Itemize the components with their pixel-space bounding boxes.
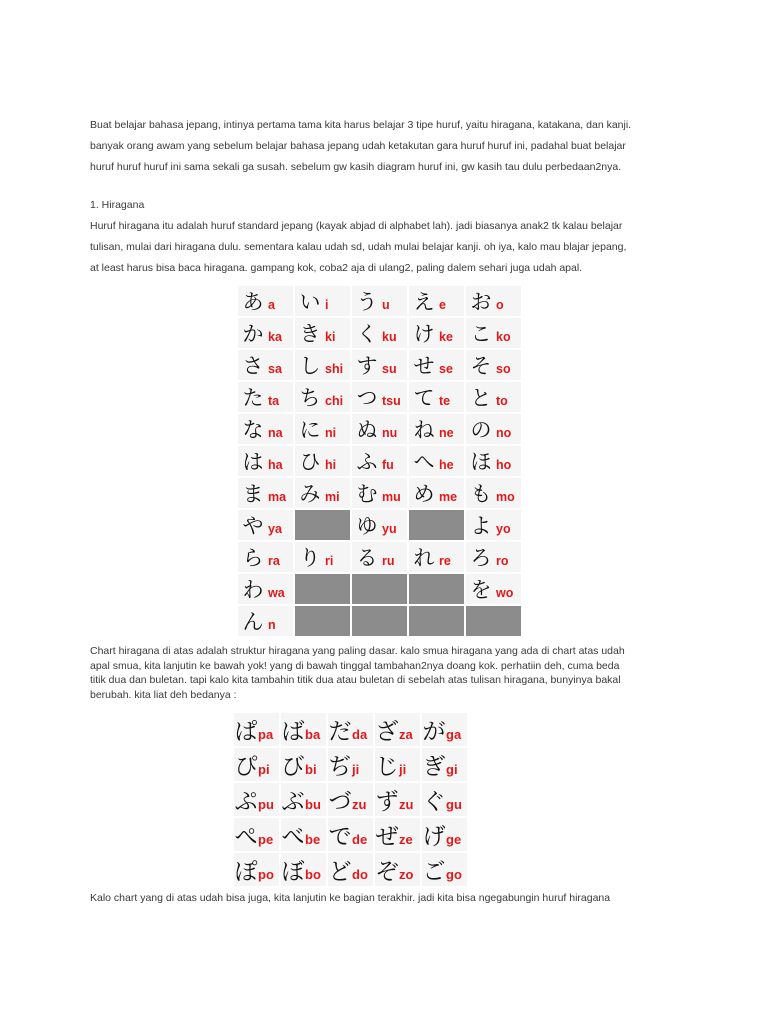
kana-cell (352, 542, 407, 572)
kana-char: か (242, 322, 264, 346)
kana-cell (238, 478, 293, 508)
romaji-label: wa (268, 586, 285, 600)
empty-cell (466, 606, 521, 636)
chart-row (238, 414, 521, 444)
kana-cell (328, 713, 373, 746)
kana-char: う (356, 290, 378, 314)
kana-char: の (470, 418, 492, 442)
kana-char: げ (422, 824, 446, 850)
kana-char: ぐ (422, 789, 446, 815)
kana-char: す (356, 354, 378, 378)
kana-char: ぜ (375, 824, 399, 850)
kana-cell (281, 818, 326, 851)
kana-cell (466, 446, 521, 476)
chart-row (234, 818, 467, 851)
romaji-label: mo (496, 490, 515, 504)
romaji-label: mu (382, 490, 401, 504)
romaji-label: n (268, 618, 276, 632)
kana-char: ど (328, 859, 352, 885)
kana-char: ぷ (234, 789, 258, 815)
romaji-label: mi (325, 490, 340, 504)
kana-cell (375, 713, 420, 746)
kana-char: ず (375, 789, 399, 815)
kana-char: ぢ (328, 754, 352, 780)
kana-cell (328, 853, 373, 886)
romaji-label: sa (268, 362, 282, 376)
kana-cell (466, 574, 521, 604)
kana-char: れ (413, 546, 435, 570)
kana-cell (281, 748, 326, 781)
kana-cell (375, 783, 420, 816)
kana-cell (352, 446, 407, 476)
kana-cell (409, 446, 464, 476)
kana-char: び (281, 754, 305, 780)
romaji-label: ge (446, 832, 462, 847)
romaji-label: za (399, 727, 413, 742)
chart-row (238, 478, 521, 508)
romaji-label: ma (268, 490, 287, 504)
chart-row (238, 382, 521, 412)
intro-line-3: huruf huruf huruf ini sama sekali ga susah. sebelum gw kasih diagram huruf ini, gw kasih tau dulu perbedaan2nya. (90, 161, 622, 173)
chart-row (238, 318, 521, 348)
romaji-label: i (325, 298, 329, 312)
kana-cell (238, 606, 293, 636)
kana-char: に (299, 418, 321, 442)
romaji-label: ji (352, 762, 360, 777)
romaji-label: zo (399, 867, 414, 882)
romaji-label: ri (325, 554, 334, 568)
romaji-label: te (439, 394, 451, 408)
romaji-label: re (439, 554, 451, 568)
romaji-label: ru (382, 554, 395, 568)
kana-char: こ (470, 322, 492, 346)
kana-char: せ (413, 354, 435, 378)
romaji-label: pa (258, 727, 274, 742)
kana-char: へ (413, 450, 435, 474)
romaji-label: yu (382, 522, 397, 536)
kana-cell (295, 542, 350, 572)
kana-cell (466, 510, 521, 540)
kana-char: し (299, 354, 321, 378)
kana-cell (238, 382, 293, 412)
romaji-label: ze (399, 832, 413, 847)
romaji-label: su (382, 362, 397, 376)
kana-char: ぼ (281, 859, 305, 885)
romaji-label: gi (446, 762, 458, 777)
romaji-label: bu (305, 797, 321, 812)
kana-cell (352, 318, 407, 348)
kana-cell (281, 783, 326, 816)
romaji-label: ni (325, 426, 337, 440)
kana-char: く (356, 322, 378, 346)
kana-char: ろ (470, 546, 492, 570)
empty-cell (352, 574, 407, 604)
kana-cell (238, 286, 293, 316)
dakuten-desc-line-2: apal smua, kita lanjutin ke bawah yok! yang di bawah tinggal tambahan2nya doang kok. perhatiin deh, cuma beda (90, 659, 620, 672)
kana-cell (328, 783, 373, 816)
kana-char: は (242, 450, 264, 474)
kana-char: で (328, 824, 352, 850)
kana-char: よ (470, 514, 492, 538)
closing-line: Kalo chart yang di atas udah bisa juga, kita lanjutin ke bagian terakhir. jadi kita bisa ngegabungin huruf hiragana (90, 892, 611, 904)
kana-char: ぬ (356, 418, 378, 442)
kana-char: ぎ (422, 754, 446, 780)
romaji-label: bo (305, 867, 321, 882)
romaji-label: ji (399, 762, 407, 777)
romaji-label: de (352, 832, 368, 847)
romaji-label: go (446, 867, 462, 882)
empty-cell (409, 574, 464, 604)
kana-char: ぺ (234, 824, 258, 850)
kana-cell (238, 350, 293, 380)
kana-cell (466, 542, 521, 572)
romaji-label: na (268, 426, 283, 440)
kana-cell (375, 853, 420, 886)
kana-cell (238, 510, 293, 540)
kana-cell (409, 350, 464, 380)
section-heading: 1. Hiragana (90, 199, 145, 211)
kana-char: ぶ (281, 789, 305, 815)
romaji-label: no (496, 426, 512, 440)
kana-char: け (413, 322, 435, 346)
kana-char: ふ (356, 450, 378, 474)
kana-char: み (299, 482, 321, 506)
chart-row (238, 446, 521, 476)
kana-char: ひ (299, 450, 321, 474)
romaji-label: ku (382, 330, 397, 344)
romaji-label: zu (399, 797, 414, 812)
chart-row (234, 783, 467, 816)
kana-cell (352, 510, 407, 540)
kana-char: き (299, 322, 321, 346)
kana-char: づ (328, 789, 352, 815)
chart-row (238, 606, 521, 636)
kana-char: ん (242, 610, 264, 634)
kana-char: な (242, 418, 264, 442)
kana-char: を (470, 578, 492, 602)
hiragana-desc-line-2: tulisan, mulai dari hiragana dulu. sementara kalau udah sd, udah mulai belajar kanji. oh iya, kalo mau blajar jepang, (90, 241, 627, 253)
kana-char: お (470, 290, 492, 314)
kana-char: ざ (375, 719, 399, 745)
hiragana-dakuten-chart (232, 711, 469, 888)
kana-cell (328, 748, 373, 781)
dakuten-desc-line-4: berubah. kita liat deh bedanya : (90, 688, 237, 701)
romaji-label: gu (446, 797, 462, 812)
kana-cell (375, 748, 420, 781)
kana-cell (234, 783, 279, 816)
romaji-label: pe (258, 832, 274, 847)
kana-cell (466, 414, 521, 444)
kana-char: ほ (470, 450, 492, 474)
chart-row (238, 510, 521, 540)
romaji-label: do (352, 867, 368, 882)
intro-paragraph (90, 115, 690, 178)
kana-cell (234, 713, 279, 746)
hiragana-desc-line-1: Huruf hiragana itu adalah huruf standard jepang (kayak abjad di alphabet lah). jadi biasanya anak2 tk kalau belajar (90, 220, 623, 232)
romaji-label: pi (258, 762, 270, 777)
kana-char: い (299, 290, 321, 314)
kana-cell (238, 574, 293, 604)
kana-cell (295, 478, 350, 508)
kana-cell (422, 713, 467, 746)
romaji-label: o (496, 298, 504, 312)
romaji-label: bi (305, 762, 317, 777)
romaji-label: fu (382, 458, 394, 472)
kana-char: つ (356, 386, 378, 410)
kana-cell (281, 853, 326, 886)
kana-cell (238, 446, 293, 476)
dakuten-desc-line-3: titik dua dan buletan. tapi kalo kita tambahin titik dua atau buletan di sebelah atas tulisan hiragana, bunyinya bakal (90, 674, 621, 686)
romaji-label: ko (496, 330, 511, 344)
kana-char: ぴ (234, 754, 258, 780)
kana-cell (295, 382, 350, 412)
kana-cell (352, 414, 407, 444)
kana-cell (234, 818, 279, 851)
romaji-label: pu (258, 797, 274, 812)
kana-cell (422, 748, 467, 781)
kana-char: り (299, 546, 321, 570)
kana-cell (234, 853, 279, 886)
kana-char: ぱ (234, 719, 258, 745)
empty-cell (295, 510, 350, 540)
empty-cell (352, 606, 407, 636)
kana-char: さ (242, 354, 264, 378)
romaji-label: ga (446, 727, 462, 742)
romaji-label: ki (325, 330, 336, 344)
kana-char: わ (242, 578, 264, 602)
romaji-label: po (258, 867, 274, 882)
kana-cell (281, 713, 326, 746)
romaji-label: shi (325, 362, 344, 376)
chart-row (238, 574, 521, 604)
kana-cell (238, 414, 293, 444)
romaji-label: ro (496, 554, 509, 568)
hiragana-desc-line-3: at least harus bisa baca hiragana. gampang kok, coba2 aja di ulang2, paling dalem sehari juga udah apal. (90, 262, 583, 274)
romaji-label: ta (268, 394, 280, 408)
chart-row (234, 748, 467, 781)
kana-cell (422, 818, 467, 851)
kana-char: ぞ (375, 859, 399, 885)
kana-cell (238, 318, 293, 348)
romaji-label: me (439, 490, 458, 504)
kana-char: じ (375, 754, 399, 780)
empty-cell (295, 574, 350, 604)
romaji-label: tsu (382, 394, 401, 408)
kana-cell (295, 318, 350, 348)
romaji-label: nu (382, 426, 398, 440)
kana-char: べ (281, 824, 305, 850)
romaji-label: ho (496, 458, 512, 472)
romaji-label: ke (439, 330, 453, 344)
romaji-label: se (439, 362, 453, 376)
intro-line-1: Buat belajar bahasa jepang, intinya pertama tama kita harus belajar 3 tipe huruf, yaitu hiragana, katakana, dan kanji. (90, 119, 632, 131)
romaji-label: ra (268, 554, 280, 568)
kana-char: て (413, 386, 435, 410)
kana-cell (466, 286, 521, 316)
intro-line-2: banyak orang awam yang sebelum belajar bahasa jepang udah ketakutan gara huruf huruf ini, padahal buat belajar (90, 140, 626, 152)
kana-char: る (356, 546, 378, 570)
kana-char: ま (242, 482, 264, 506)
empty-cell (409, 606, 464, 636)
kana-char: ぽ (234, 859, 258, 885)
kana-char: ご (422, 859, 446, 885)
kana-char: ば (281, 719, 305, 745)
kana-cell (466, 478, 521, 508)
romaji-label: wo (496, 586, 514, 600)
closing-paragraph (90, 888, 690, 909)
kana-cell (466, 350, 521, 380)
kana-char: そ (470, 354, 492, 378)
chart-row (238, 286, 521, 316)
kana-cell (352, 382, 407, 412)
romaji-label: hi (325, 458, 337, 472)
romaji-label: yo (496, 522, 511, 536)
kana-char: だ (328, 719, 352, 745)
kana-cell (352, 478, 407, 508)
romaji-label: a (268, 298, 275, 312)
kana-char: と (470, 386, 492, 410)
kana-char: た (242, 386, 264, 410)
dakuten-desc-line-1: Chart hiragana di atas adalah struktur hiragana yang paling dasar. kalo smua hiragana yang ada di chart atas udah (90, 645, 625, 657)
kana-cell (238, 542, 293, 572)
kana-cell (295, 446, 350, 476)
kana-cell (409, 382, 464, 412)
kana-cell (466, 382, 521, 412)
kana-char: あ (242, 290, 264, 314)
kana-cell (409, 286, 464, 316)
kana-cell (409, 318, 464, 348)
kana-cell (328, 818, 373, 851)
kana-char: む (356, 482, 378, 506)
chart-row (234, 713, 467, 746)
kana-cell (352, 350, 407, 380)
dakuten-paragraph (90, 644, 690, 702)
romaji-label: ya (268, 522, 282, 536)
kana-cell (352, 286, 407, 316)
romaji-label: ka (268, 330, 282, 344)
kana-char: ゆ (356, 514, 378, 538)
kana-cell (409, 414, 464, 444)
chart-row (238, 542, 521, 572)
chart-row (238, 350, 521, 380)
kana-char: が (422, 719, 446, 745)
empty-cell (409, 510, 464, 540)
empty-cell (295, 606, 350, 636)
romaji-label: be (305, 832, 321, 847)
kana-cell (466, 318, 521, 348)
romaji-label: chi (325, 394, 344, 408)
hiragana-section (90, 195, 690, 279)
kana-cell (295, 414, 350, 444)
kana-cell (375, 818, 420, 851)
kana-cell (295, 350, 350, 380)
kana-char: や (242, 514, 264, 538)
kana-cell (409, 478, 464, 508)
kana-char: ら (242, 546, 264, 570)
romaji-label: da (352, 727, 368, 742)
hiragana-basic-chart (236, 284, 523, 638)
kana-cell (409, 542, 464, 572)
romaji-label: ha (268, 458, 283, 472)
romaji-label: so (496, 362, 511, 376)
kana-char: め (413, 482, 435, 506)
kana-cell (422, 853, 467, 886)
romaji-label: ba (305, 727, 321, 742)
romaji-label: u (382, 298, 390, 312)
romaji-label: zu (352, 797, 367, 812)
kana-char: ね (413, 418, 435, 442)
kana-cell (234, 748, 279, 781)
romaji-label: ne (439, 426, 454, 440)
kana-cell (422, 783, 467, 816)
romaji-label: e (439, 298, 446, 312)
kana-cell (295, 286, 350, 316)
chart-row (234, 853, 467, 886)
romaji-label: he (439, 458, 454, 472)
kana-char: ち (299, 386, 321, 410)
romaji-label: to (496, 394, 508, 408)
kana-char: も (470, 482, 492, 506)
kana-char: え (413, 290, 435, 314)
